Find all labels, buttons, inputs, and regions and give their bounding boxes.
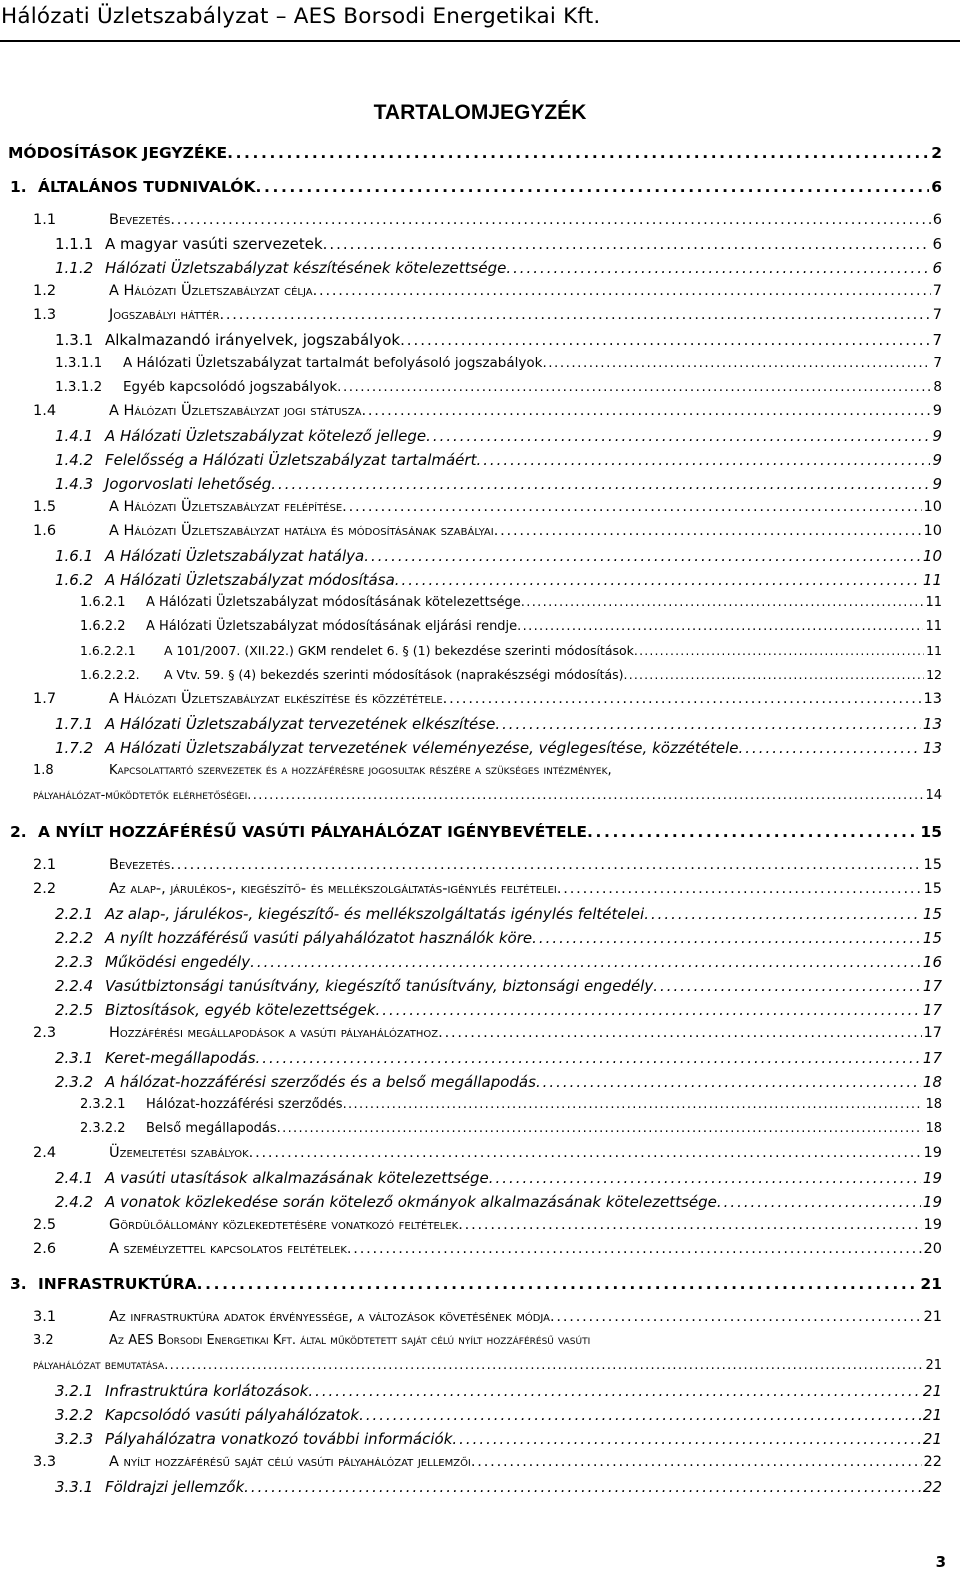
toc-entry-title: Bevezetés (109, 857, 171, 873)
toc-entry[interactable] (55, 547, 942, 565)
toc-entry[interactable] (33, 212, 942, 228)
toc-entry-title: A Hálózati Üzletszabályzat tervezetének elkészítése (105, 715, 496, 733)
toc-entry-title: Üzemeltetési szabályok (109, 1145, 249, 1161)
toc-entry[interactable] (33, 788, 942, 803)
toc-entry-number: 1.3.1 (55, 331, 94, 349)
toc-dot-leader (717, 1193, 921, 1211)
toc-entry-title: Felelősség a Hálózati Üzletszabályzat tartalmáért (105, 451, 477, 469)
toc-entry-title: Pályahálózatra vonatkozó további információk (105, 1430, 453, 1448)
toc-entry-number: 1.6 (33, 523, 57, 539)
toc-entry-number: 1.2 (33, 283, 57, 299)
toc-entry-page: 21 (922, 1430, 942, 1448)
toc-entry-title: Biztosítások, egyéb kötelezettségek (105, 1001, 376, 1019)
toc-entry-title: A vonatok közlekedése során kötelező okmányok alkalmazásának kötelezettsége (105, 1193, 717, 1211)
toc-dot-leader (438, 1025, 921, 1041)
toc-dot-leader (452, 1430, 921, 1448)
toc-entry-number: 3.2.3 (55, 1430, 94, 1448)
toc-entry-page: 15 (922, 905, 942, 923)
toc-entry-title: A magyar vasúti szervezetek (105, 235, 323, 253)
toc-entry-number: 1.6.1 (55, 547, 94, 565)
toc-dot-leader (426, 427, 930, 445)
toc-entry-title: Hálózat-hozzáférési szerződés (146, 1097, 343, 1112)
toc-entry[interactable] (55, 929, 942, 947)
toc-dot-leader (164, 1358, 923, 1373)
toc-dot-leader (653, 977, 921, 995)
toc-entry[interactable] (55, 715, 942, 733)
toc-entry-number: 2. (10, 823, 27, 841)
toc-entry-title: A Vtv. 59. § (4) bekezdés szerinti módosítások (naprakészségi módosítás) (164, 667, 624, 682)
toc-dot-leader (313, 283, 931, 299)
toc-entry-page: 9 (932, 403, 942, 419)
toc-dot-leader (376, 1001, 921, 1019)
toc-entry-number: 1.6.2 (55, 571, 94, 589)
toc-entry-number: 1.6.2.2.1 (80, 643, 136, 658)
toc-entry-number: 3.3.1 (55, 1478, 94, 1496)
toc-entry-number: 1.4.3 (55, 475, 94, 493)
toc-entry-title: A Hálózati Üzletszabályzat célja (109, 283, 313, 299)
toc-entry-number: 1.3 (33, 307, 57, 323)
toc-entry-title: A Hálózati Üzletszabályzat tervezetének véleményezése, véglegesítése, közzététele (105, 739, 739, 757)
toc-entry-number: 2.6 (33, 1241, 57, 1257)
toc-entry[interactable] (33, 763, 942, 778)
header-title: Hálózati Üzletszabályzat – AES Borsodi Energetikai Kft. (1, 4, 601, 29)
toc-dot-leader (471, 1454, 922, 1470)
toc-entry-title: A Hálózati Üzletszabályzat módosításának eljárási rendje (146, 619, 518, 634)
toc-entry-title: A Hálózati Üzletszabályzat hatálya és módosításának szabályai (109, 523, 494, 539)
toc-dot-leader (219, 307, 930, 323)
toc-entry-number: 1.1.2 (55, 259, 94, 277)
toc-entry-page: 2 (931, 144, 942, 162)
toc-entry-number: 2.1 (33, 857, 57, 873)
toc-entry-number: 1.1.1 (55, 235, 94, 253)
toc-entry-number: 2.3 (33, 1025, 57, 1041)
toc-dot-leader (395, 571, 921, 589)
toc-entry[interactable] (33, 283, 942, 299)
toc-entry[interactable] (80, 619, 942, 634)
toc-dot-leader (308, 1382, 921, 1400)
toc-entry[interactable] (10, 1275, 942, 1293)
toc-dot-leader (517, 619, 923, 634)
toc-entry-page: 17 (922, 1001, 942, 1019)
toc-entry-title-continued: pályahálózat-működtetők elérhetőségei (33, 788, 248, 803)
toc-entry[interactable] (80, 643, 942, 658)
toc-entry-number: 2.2.2 (55, 929, 94, 947)
toc-entry[interactable] (33, 499, 942, 515)
toc-entry-title: Infrastruktúra korlátozások (105, 1382, 309, 1400)
toc-entry-page: 19 (922, 1193, 942, 1211)
toc-entry-title: Működési engedély (105, 953, 251, 971)
toc-entry-title: Alkalmazandó irányelvek, jogszabályok (105, 331, 401, 349)
toc-dot-leader (521, 595, 924, 610)
toc-entry[interactable] (55, 739, 942, 757)
toc-entry[interactable] (55, 1406, 942, 1424)
toc-entry[interactable] (55, 1001, 942, 1019)
toc-entry-number: 1.6.2.2 (80, 619, 126, 634)
toc-dot-leader (250, 953, 921, 971)
toc-entry[interactable] (33, 1358, 942, 1373)
toc-entry-page: 9 (932, 475, 942, 493)
toc-entry-page: 13 (923, 691, 942, 707)
toc-entry[interactable] (55, 355, 942, 371)
toc-entry[interactable] (33, 691, 942, 707)
toc-entry[interactable] (55, 235, 942, 253)
toc-entry[interactable] (55, 1049, 942, 1067)
toc-entry-page: 12 (926, 667, 942, 682)
toc-entry-page: 19 (923, 1217, 942, 1233)
toc-entry-page: 7 (932, 307, 942, 323)
toc-entry-number: 2.2.5 (55, 1001, 94, 1019)
toc-entry[interactable] (55, 977, 942, 995)
toc-entry-title: A nyílt hozzáférésű vasúti pályahálózatot használók köre (105, 929, 533, 947)
toc-entry-page: 14 (925, 788, 942, 803)
toc-dot-leader (277, 1121, 924, 1136)
toc-entry-title: Hozzáférési megállapodások a vasúti pályahálózathoz (109, 1025, 439, 1041)
toc-entry-number: 2.3.1 (55, 1049, 94, 1067)
toc-dot-leader (506, 259, 930, 277)
toc-entry-page: 20 (923, 1241, 942, 1257)
toc-entry[interactable] (33, 1309, 942, 1325)
toc-entry-number: 3.2 (33, 1333, 54, 1348)
toc-entry-number: 2.2 (33, 881, 57, 897)
toc-entry-number: 1.3.1.2 (55, 379, 103, 395)
toc-entry-title: A vasúti utasítások alkalmazásának kötelezettsége (105, 1169, 489, 1187)
toc-entry-title: Jogorvoslati lehetőség (105, 475, 272, 493)
toc-entry[interactable] (55, 427, 942, 445)
toc-dot-leader (495, 715, 921, 733)
page-header (0, 0, 960, 42)
toc-entry-page: 8 (933, 379, 942, 395)
toc-entry-page: 7 (932, 331, 942, 349)
toc-entry-number: 1.7.2 (55, 739, 94, 757)
toc-entry[interactable] (55, 953, 942, 971)
toc-entry-page: 6 (932, 235, 942, 253)
toc-title: TARTALOMJEGYZÉK (373, 101, 587, 124)
toc-entry-title: A Hálózati Üzletszabályzat tartalmát befolyásoló jogszabályok (123, 355, 543, 371)
toc-entry-number: 2.3.2.2 (80, 1121, 126, 1136)
toc-entry[interactable] (80, 667, 942, 682)
toc-entry[interactable] (33, 1217, 942, 1233)
toc-entry-title: Belső megállapodás (146, 1121, 277, 1136)
toc-dot-leader (347, 1241, 922, 1257)
toc-entry[interactable] (33, 523, 942, 539)
toc-entry-title: A NYÍLT HOZZÁFÉRÉSŰ VASÚTI PÁLYAHÁLÓZAT IGÉNYBEVÉTELE (38, 823, 588, 841)
toc-entry-page: 22 (922, 1478, 942, 1496)
toc-entry[interactable] (55, 571, 942, 589)
toc-entry[interactable] (55, 451, 942, 469)
toc-dot-leader (624, 667, 925, 682)
toc-entry-title-continued: pályahálózat bemutatása (33, 1358, 165, 1373)
toc-dot-leader (364, 547, 921, 565)
toc-dot-leader (244, 1478, 921, 1496)
toc-entry-number: 2.2.4 (55, 977, 94, 995)
toc-dot-leader (458, 1217, 921, 1233)
toc-entry-number: 2.2.3 (55, 953, 94, 971)
page-number: 3 (935, 1553, 946, 1571)
toc-dot-leader (323, 235, 931, 253)
toc-entry-title: Kapcsolattartó szervezetek és a hozzáférésre jogosultak részére a szükséges intézmények, (109, 763, 612, 778)
toc-entry-title: Keret-megállapodás (105, 1049, 256, 1067)
toc-dot-leader (400, 331, 930, 349)
toc-entry-page: 13 (922, 739, 942, 757)
toc-entry-page: 10 (923, 523, 942, 539)
toc-entry[interactable] (10, 178, 942, 196)
toc-entry-page: 18 (922, 1073, 942, 1091)
toc-entry[interactable] (33, 1241, 942, 1257)
toc-entry-number: 1.7 (33, 691, 57, 707)
toc-entry[interactable] (33, 1145, 942, 1161)
toc-entry-title: Az alap-, járulékos-, kiegészítő- és mellékszolgáltatás igénylés feltételei (105, 905, 645, 923)
toc-entry-page: 11 (925, 619, 942, 634)
toc-entry[interactable] (55, 1430, 942, 1448)
toc-entry-title: A Hálózati Üzletszabályzat jogi státusza (109, 403, 362, 419)
toc-entry-number: 2.4.1 (55, 1169, 94, 1187)
toc-entry-number: 2.4 (33, 1145, 57, 1161)
toc-entry-page: 17 (922, 1049, 942, 1067)
toc-dot-leader (550, 1309, 922, 1325)
toc-dot-leader (170, 857, 921, 873)
toc-entry[interactable] (55, 331, 942, 349)
toc-dot-leader (197, 1275, 919, 1293)
toc-entry-title: A Hálózati Üzletszabályzat módosításának kötelezettsége (146, 595, 521, 610)
toc-entry-number: 1. (10, 178, 27, 196)
toc-entry-page: 21 (925, 1358, 942, 1373)
toc-entry-number: 1.7.1 (55, 715, 94, 733)
toc-entry-number: 3.3 (33, 1454, 57, 1470)
toc-dot-leader (542, 355, 931, 371)
toc-entry-title: A Hálózati Üzletszabályzat felépítése (109, 499, 343, 515)
toc-entry-number: 1.4.2 (55, 451, 94, 469)
toc-dot-leader (536, 1073, 921, 1091)
toc-entry[interactable] (33, 307, 942, 323)
toc-entry[interactable] (33, 1025, 942, 1041)
toc-entry-page: 9 (932, 427, 942, 445)
toc-entry-page: 7 (932, 283, 942, 299)
toc-entry-title: MÓDOSÍTÁSOK JEGYZÉKE (8, 144, 228, 162)
toc-dot-leader (227, 144, 929, 162)
toc-dot-leader (443, 691, 922, 707)
toc-entry-title: INFRASTRUKTÚRA (38, 1275, 197, 1293)
toc-entry-title: A nyílt hozzáférésű saját célú vasúti pályahálózat jellemzői (109, 1454, 471, 1470)
toc-entry[interactable] (55, 475, 942, 493)
toc-entry-number: 1.8 (33, 763, 54, 778)
toc-entry-number: 1.6.2.2.2. (80, 667, 140, 682)
toc-entry-number: 1.1 (33, 212, 57, 228)
toc-entry[interactable] (80, 1097, 942, 1112)
toc-dot-leader (361, 403, 930, 419)
toc-entry-title: Bevezetés (109, 212, 171, 228)
toc-dot-leader (247, 788, 923, 803)
toc-entry-number: 3.2.2 (55, 1406, 94, 1424)
toc-entry[interactable] (55, 1478, 942, 1496)
toc-dot-leader (587, 823, 918, 841)
toc-entry-number: 2.2.1 (55, 905, 94, 923)
toc-entry-title: Vasútbiztonsági tanúsítvány, kiegészítő tanúsítvány, biztonsági engedély (105, 977, 654, 995)
toc-entry[interactable] (55, 379, 942, 395)
toc-dot-leader (271, 475, 930, 493)
toc-entry-title: Kapcsolódó vasúti pályahálózatok (105, 1406, 360, 1424)
toc-entry-page: 11 (922, 571, 942, 589)
toc-entry-title: Egyéb kapcsolódó jogszabályok (123, 379, 338, 395)
toc-entry-page: 6 (931, 178, 942, 196)
toc-entry[interactable] (33, 403, 942, 419)
toc-dot-leader (342, 499, 921, 515)
toc-entry-page: 13 (922, 715, 942, 733)
toc-entry-title: ÁLTALÁNOS TUDNIVALÓK (38, 178, 256, 196)
toc-entry-title: Hálózati Üzletszabályzat készítésének kötelezettsége (105, 259, 507, 277)
toc-entry-title: A Hálózati Üzletszabályzat kötelező jellege (105, 427, 427, 445)
toc-entry-title: Jogszabályi háttér (109, 307, 220, 323)
toc-entry[interactable] (8, 144, 942, 162)
toc-entry-page: 15 (922, 929, 942, 947)
toc-entry[interactable] (55, 1073, 942, 1091)
toc-entry-number: 2.4.2 (55, 1193, 94, 1211)
toc-entry-number: 2.5 (33, 1217, 57, 1233)
toc-entry-page: 19 (922, 1169, 942, 1187)
toc-entry[interactable] (55, 1382, 942, 1400)
toc-entry-page: 21 (923, 1309, 942, 1325)
toc-dot-leader (494, 523, 922, 539)
toc-entry-number: 2.3.2.1 (80, 1097, 126, 1112)
toc-entry[interactable] (55, 1169, 942, 1187)
toc-entry-page: 9 (932, 451, 942, 469)
toc-entry-title: Az alap-, járulékos-, kiegészítő- és mellékszolgáltatás-igénylés feltételei (109, 881, 557, 897)
toc-entry[interactable] (33, 1454, 942, 1470)
toc-entry[interactable] (33, 881, 942, 897)
toc-entry-page: 18 (925, 1121, 942, 1136)
toc-entry-page: 21 (922, 1406, 942, 1424)
toc-entry[interactable] (55, 905, 942, 923)
toc-dot-leader (170, 212, 930, 228)
toc-dot-leader (557, 881, 922, 897)
toc-dot-leader (256, 1049, 921, 1067)
toc-entry[interactable] (33, 1333, 942, 1348)
toc-entry[interactable] (33, 857, 942, 873)
toc-entry-title: Az infrastruktúra adatok érvényessége, a változások követésének módja (109, 1309, 551, 1325)
toc-entry-page: 15 (920, 823, 942, 841)
toc-entry-page: 6 (932, 259, 942, 277)
toc-entry-number: 1.3.1.1 (55, 355, 103, 371)
toc-entry-title: A személyzettel kapcsolatos feltételek (109, 1241, 347, 1257)
toc-entry-title: Az AES Borsodi Energetikai Kft. által működtetett saját célú nyílt hozzáférésű vasúti (109, 1333, 591, 1348)
toc-entry-number: 3.2.1 (55, 1382, 94, 1400)
toc-entry-title: Gördülőállomány közlekedtetésére vonatkozó feltételek (109, 1217, 459, 1233)
toc-entry-page: 21 (920, 1275, 942, 1293)
toc-entry[interactable] (10, 823, 942, 841)
toc-dot-leader (337, 379, 931, 395)
toc-entry-page: 15 (923, 857, 942, 873)
toc-entry-title: A hálózat-hozzáférési szerződés és a belső megállapodás (105, 1073, 536, 1091)
toc-entry-number: 1.5 (33, 499, 57, 515)
toc-entry-number: 1.4.1 (55, 427, 94, 445)
toc-entry-number: 1.6.2.1 (80, 595, 126, 610)
toc-entry-page: 21 (922, 1382, 942, 1400)
toc-entry-page: 11 (925, 595, 942, 610)
toc-dot-leader (476, 451, 930, 469)
toc-entry[interactable] (55, 259, 942, 277)
toc-dot-leader (343, 1097, 924, 1112)
toc-entry-title: A Hálózati Üzletszabályzat elkészítése és közzététele (109, 691, 443, 707)
toc-entry-number: 3. (10, 1275, 27, 1293)
toc-entry-page: 17 (923, 1025, 942, 1041)
toc-dot-leader (634, 643, 924, 658)
toc-entry-page: 10 (923, 499, 942, 515)
toc-entry-page: 18 (925, 1097, 942, 1112)
toc-dot-leader (644, 905, 921, 923)
toc-dot-leader (489, 1169, 921, 1187)
toc-entry-page: 7 (933, 355, 942, 371)
toc-dot-leader (255, 178, 929, 196)
toc-entry-page: 17 (922, 977, 942, 995)
toc-entry-number: 1.4 (33, 403, 57, 419)
toc-entry-title: A Hálózati Üzletszabályzat módosítása (105, 571, 395, 589)
toc-entry-number: 3.1 (33, 1309, 57, 1325)
toc-entry[interactable] (80, 1121, 942, 1136)
toc-entry-title: A Hálózati Üzletszabályzat hatálya (105, 547, 365, 565)
toc-entry-page: 19 (923, 1145, 942, 1161)
toc-entry-page: 16 (922, 953, 942, 971)
toc-entry[interactable] (80, 595, 942, 610)
toc-entry-page: 6 (932, 212, 942, 228)
toc-entry-page: 15 (923, 881, 942, 897)
toc-dot-leader (359, 1406, 921, 1424)
toc-entry-page: 10 (922, 547, 942, 565)
toc-entry-title: Földrajzi jellemzők (105, 1478, 245, 1496)
toc-entry-title: A 101/2007. (XII.22.) GKM rendelet 6. § (1) bekezdése szerinti módosítások (164, 643, 634, 658)
toc-dot-leader (739, 739, 921, 757)
toc-dot-leader (532, 929, 921, 947)
toc-entry-page: 22 (923, 1454, 942, 1470)
toc-entry-page: 11 (926, 643, 942, 658)
toc-entry[interactable] (55, 1193, 942, 1211)
toc-dot-leader (249, 1145, 922, 1161)
toc-entry-number: 2.3.2 (55, 1073, 94, 1091)
